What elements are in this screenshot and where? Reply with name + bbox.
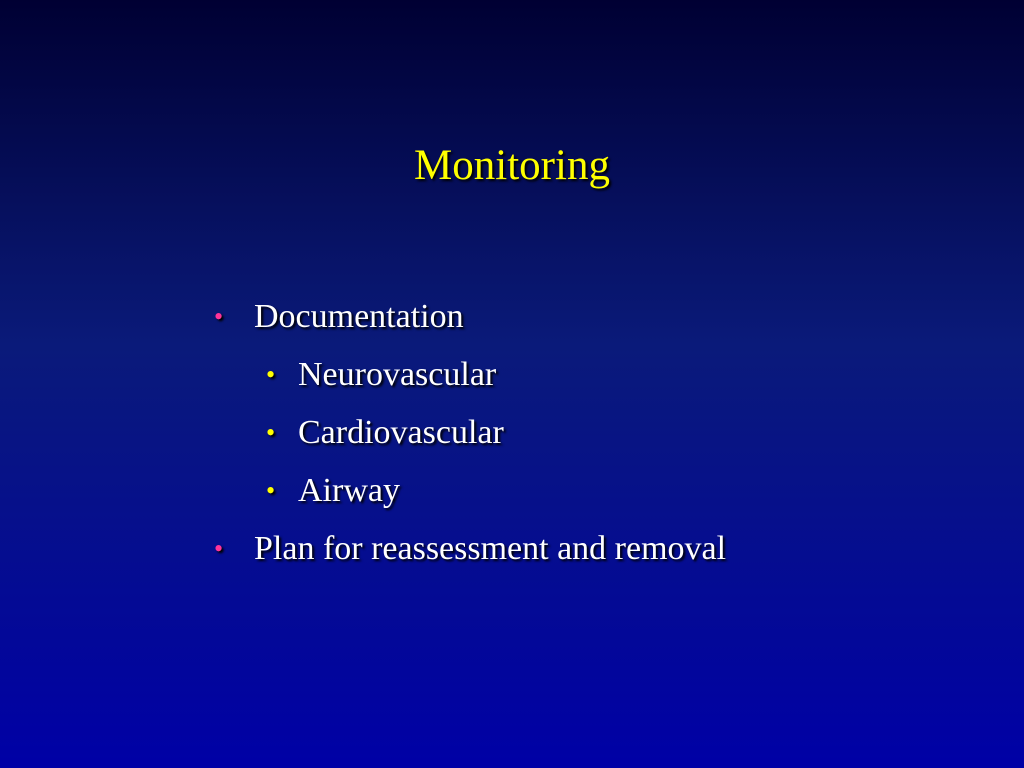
bullet-marker: • xyxy=(266,418,276,447)
bullet-item-airway xyxy=(212,462,726,520)
bullet-label: Neurovascular xyxy=(298,356,497,393)
bullet-label: Plan for reassessment and removal xyxy=(254,530,727,567)
bullet-label: Cardiovascular xyxy=(298,414,504,451)
bullet-item-neurovascular xyxy=(212,346,726,404)
bullet-list xyxy=(212,288,726,578)
slide-title: Monitoring xyxy=(414,142,610,189)
bullet-label: Documentation xyxy=(254,298,464,335)
bullet-item-documentation xyxy=(212,288,726,346)
bullet-item-plan xyxy=(212,520,726,578)
bullet-marker: • xyxy=(214,534,224,563)
bullet-marker: • xyxy=(214,302,224,331)
bullet-label: Airway xyxy=(298,472,400,509)
bullet-item-cardiovascular xyxy=(212,404,726,462)
bullet-marker: • xyxy=(266,360,276,389)
bullet-marker: • xyxy=(266,476,276,505)
